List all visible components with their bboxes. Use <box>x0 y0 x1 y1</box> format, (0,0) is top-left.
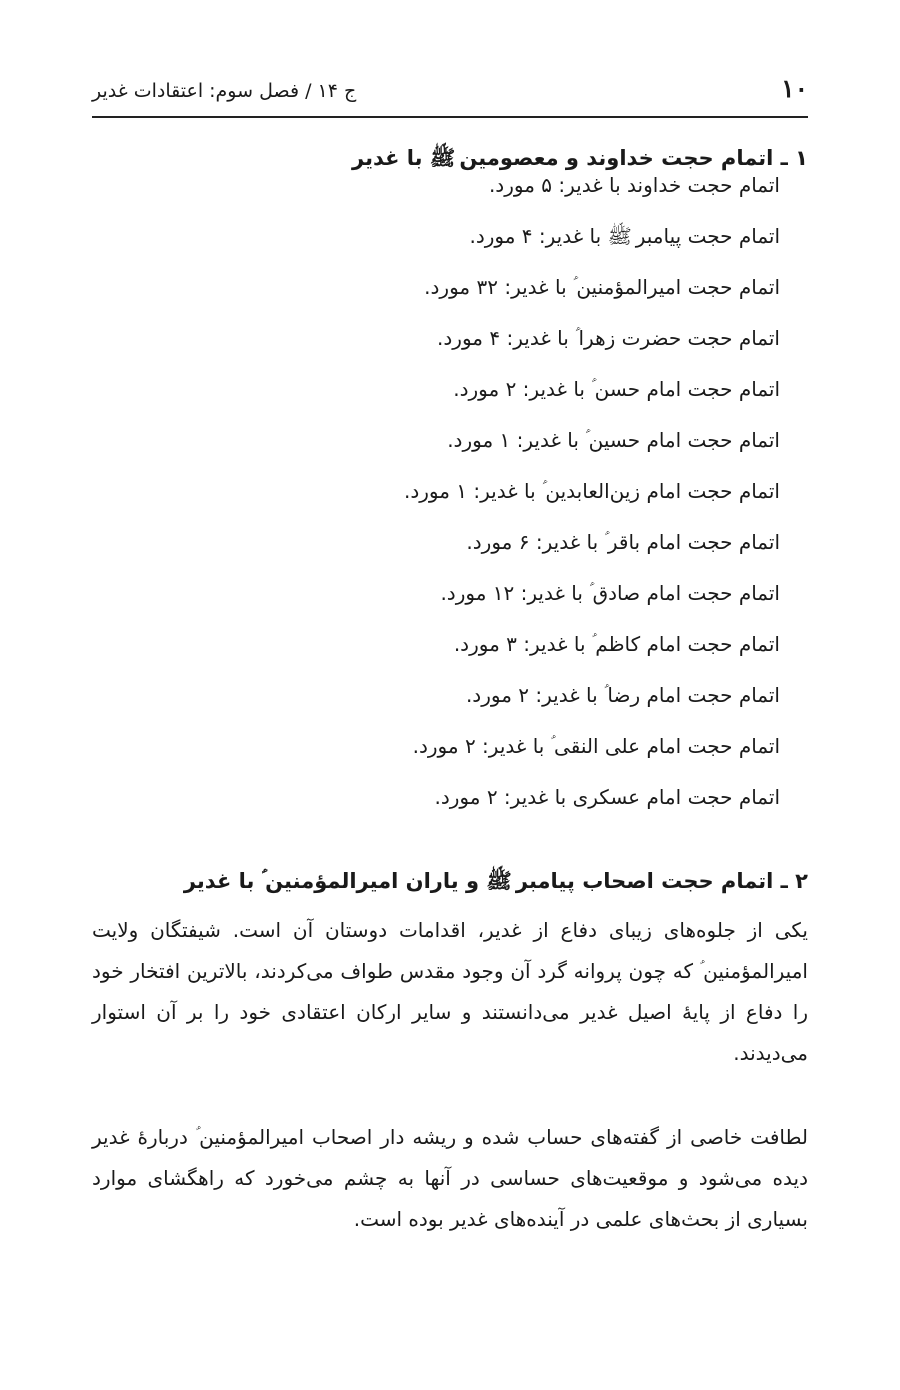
list-item: اتمام حجت امام رضا ؑ با غدیر: ۲ مورد. <box>465 683 780 707</box>
list-item: اتمام حجت امام حسین ؑ با غدیر: ۱ مورد. <box>447 428 780 452</box>
section-1-list <box>404 167 780 830</box>
body-paragraph-1 <box>92 910 808 1074</box>
section-1-heading: ۱ ـ اتمام حجت خداوند و معصومین ﷺ با غدیر <box>352 146 808 170</box>
list-item: اتمام حجت امام باقر ؑ با غدیر: ۶ مورد. <box>466 530 780 554</box>
list-item: اتمام حجت امام عسکری با غدیر: ۲ مورد. <box>434 785 780 809</box>
section-2-heading: ۲ ـ اتمام حجت اصحاب پیامبر ﷺ و یاران امیرالمؤمنین ؑ با غدیر <box>183 869 808 893</box>
list-item: اتمام حجت امام زین‌العابدین ؑ با غدیر: ۱ مورد. <box>403 479 780 503</box>
body-paragraph-2 <box>92 1117 808 1240</box>
page-header <box>92 64 808 118</box>
running-head: ج ۱۴ / فصل سوم: اعتقادات غدیر <box>92 80 357 102</box>
paragraph-text: یکی از جلوه‌های زیبای دفاع از غدیر، اقدامات دوستان آن است. شیفتگان ولایت امیرالمؤمنین ؑ که چون پروانه گرد آن وجود مقدس طواف می‌کردند، بالاترین افتخار خود را دفاع از پایهٔ اصیل غدیر می‌دانستند و سایر ارکان اعتقادی خود را بر آن استوار می‌دیدند. <box>92 918 808 1065</box>
list-item: اتمام حجت امیرالمؤمنین ؑ با غدیر: ۳۲ مورد. <box>424 275 780 299</box>
list-item: اتمام حجت امام علی النقی ؑ با غدیر: ۲ مورد. <box>412 734 780 758</box>
list-item: اتمام حجت حضرت زهرا ؑ با غدیر: ۴ مورد. <box>437 326 780 350</box>
list-item: اتمام حجت امام کاظم ؑ با غدیر: ۳ مورد. <box>453 632 780 656</box>
list-item: اتمام حجت پیامبر ﷺ با غدیر: ۴ مورد. <box>469 224 780 248</box>
page-number: ۱۰ <box>781 74 808 103</box>
list-item: اتمام حجت خداوند با غدیر: ۵ مورد. <box>488 173 780 197</box>
list-item: اتمام حجت امام حسن ؑ با غدیر: ۲ مورد. <box>453 377 780 401</box>
list-item: اتمام حجت امام صادق ؑ با غدیر: ۱۲ مورد. <box>440 581 780 605</box>
paragraph-text: لطافت خاصی از گفته‌های حساب شده و ریشه دار اصحاب امیرالمؤمنین ؑ دربارهٔ غدیر دیده می‌شود و موقعیت‌های حساسی در آنها به چشم می‌خورد که راهگشای موارد بسیاری از بحث‌های علمی در آینده‌های غدیر بوده است. <box>92 1125 808 1231</box>
